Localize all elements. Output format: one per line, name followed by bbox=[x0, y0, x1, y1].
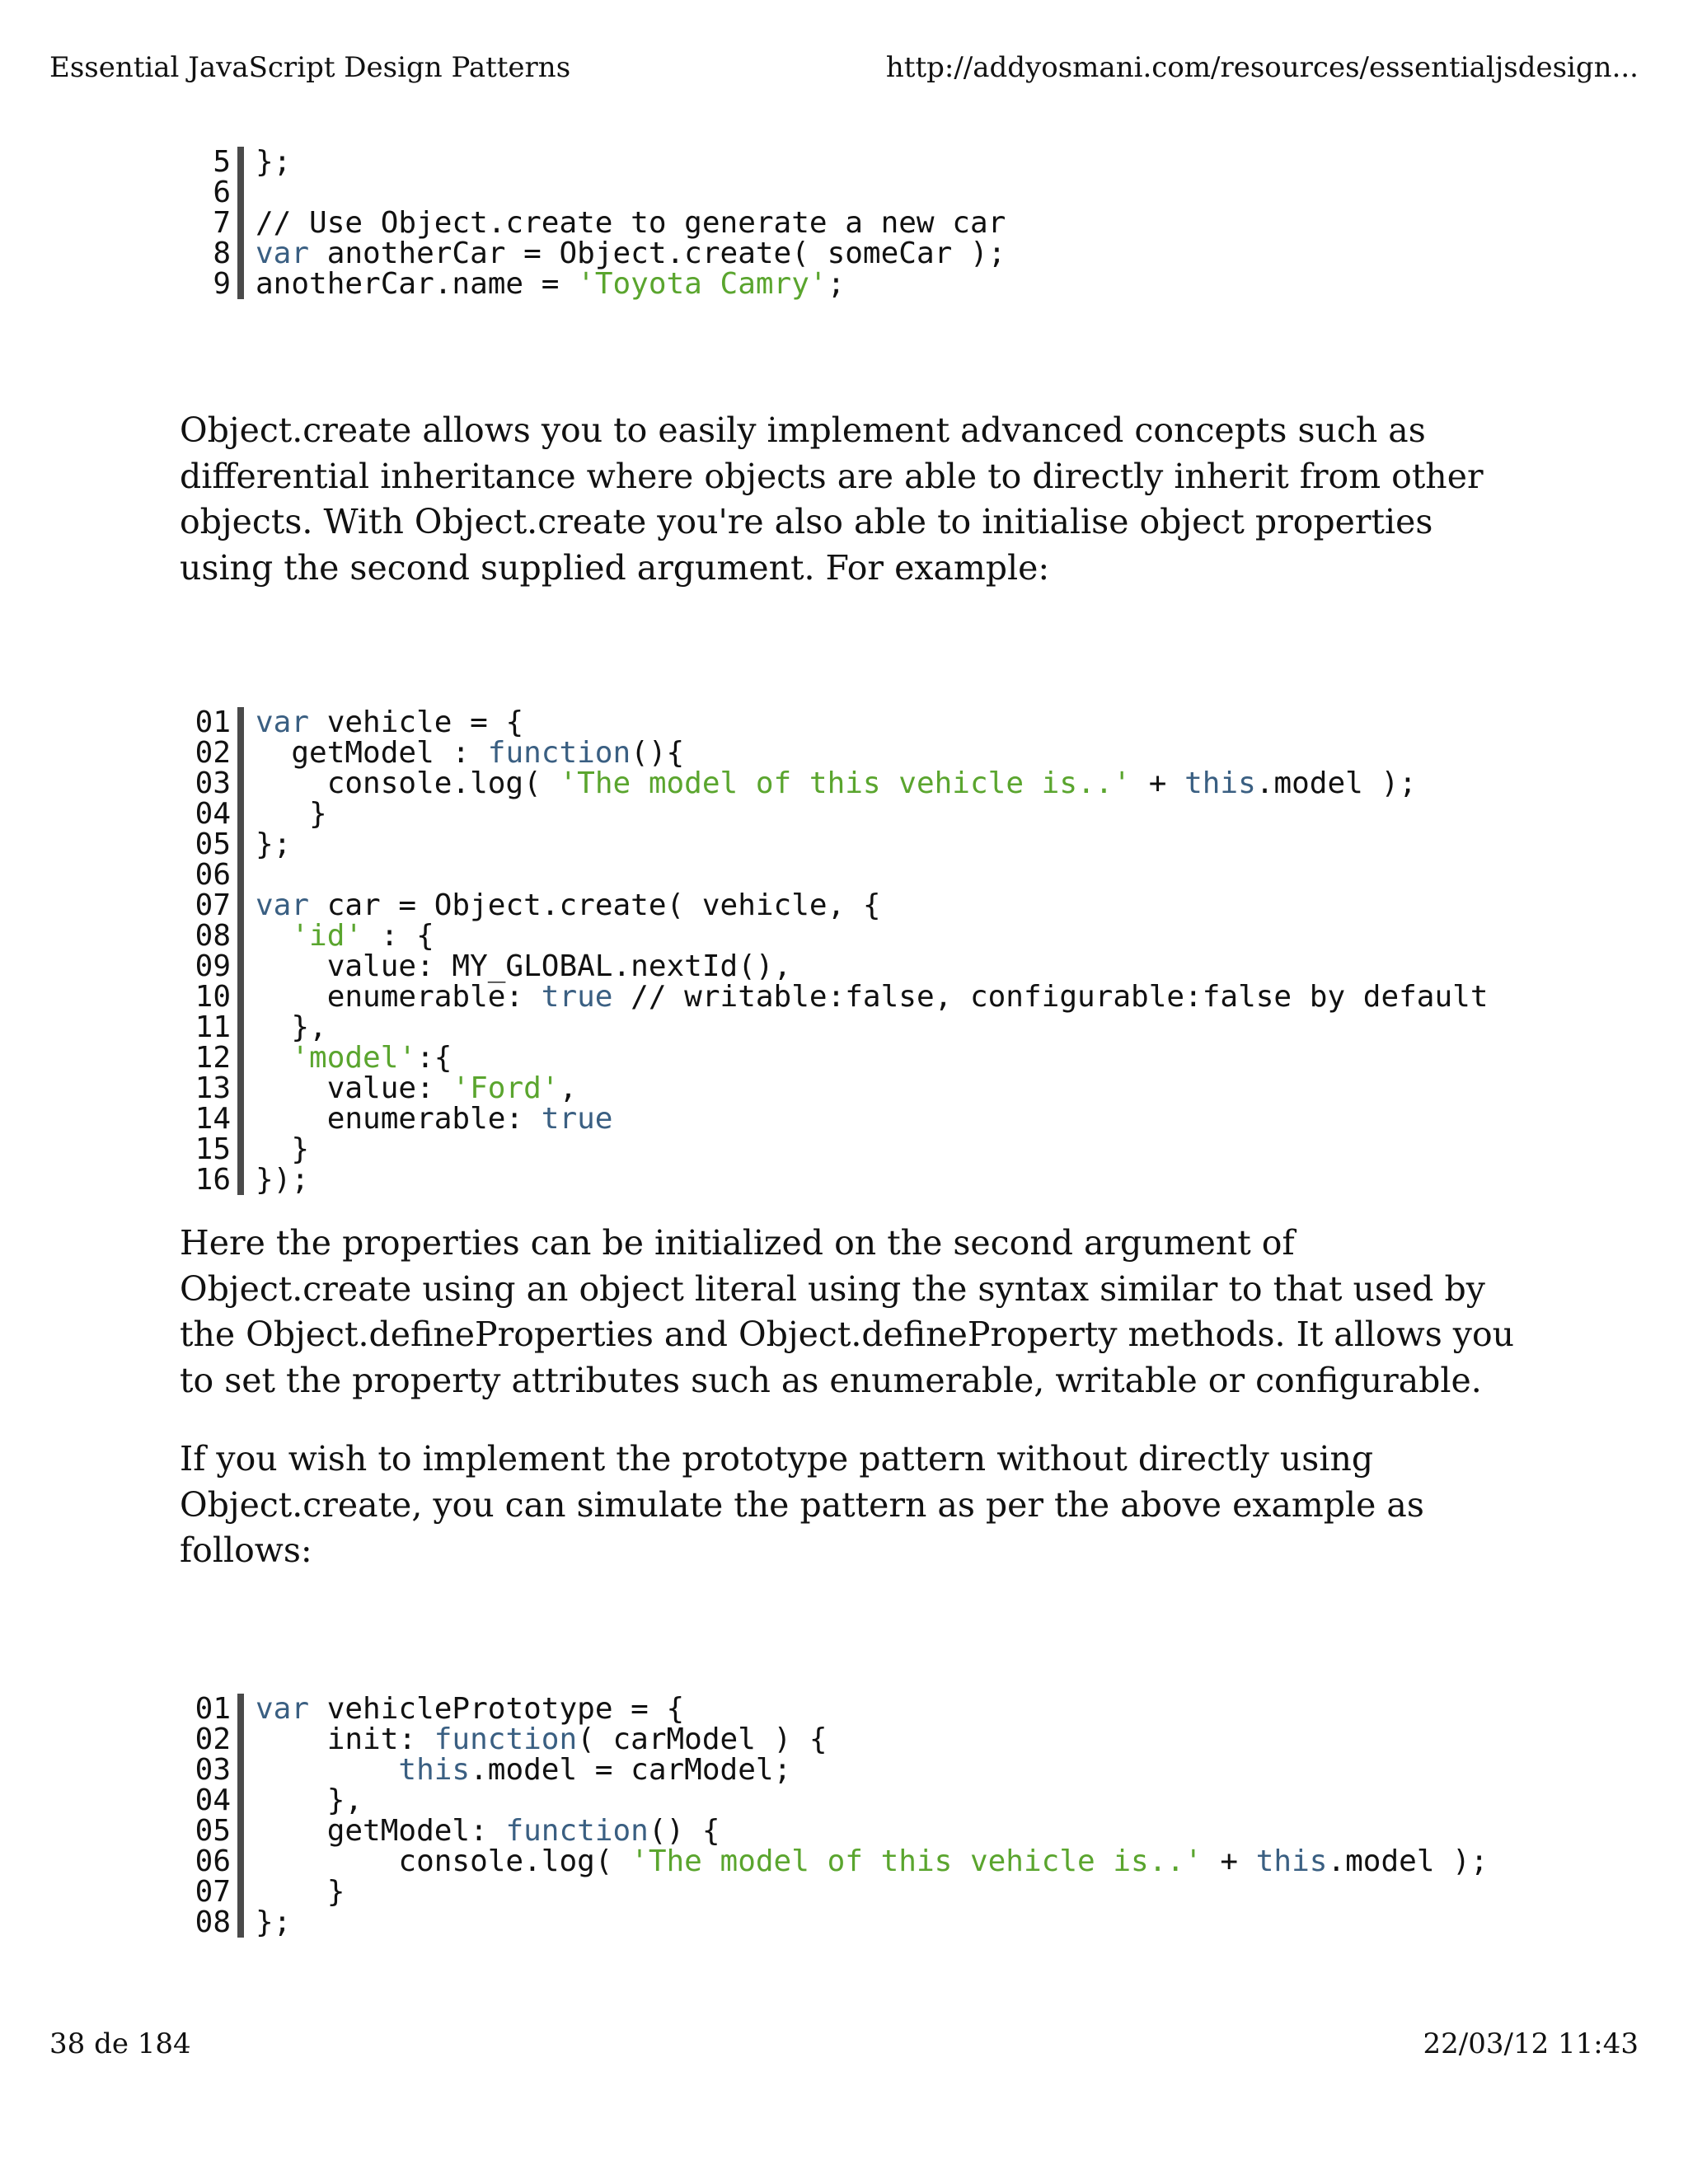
code-line bbox=[180, 921, 1489, 951]
line-number: 02 bbox=[180, 738, 244, 768]
code-keyword: true bbox=[541, 1102, 613, 1136]
code-keyword: function bbox=[434, 1722, 578, 1756]
code-line bbox=[180, 1755, 1489, 1785]
code-string: 'The model of this vehicle is..' bbox=[559, 766, 1132, 800]
code-text bbox=[256, 921, 434, 951]
code-line bbox=[180, 177, 1006, 208]
paragraph-simulate-pattern: If you wish to implement the prototype pattern without directly using Object.create, you can simulate the pattern as per the above example as follows: bbox=[180, 1439, 1424, 1570]
code-keyword: this bbox=[1255, 1844, 1328, 1878]
code-token: ; bbox=[827, 267, 846, 301]
code-keyword: var bbox=[256, 1692, 310, 1726]
line-number: 09 bbox=[180, 951, 244, 982]
code-line bbox=[180, 269, 1006, 299]
code-text bbox=[256, 1724, 828, 1755]
code-token: enumerable: bbox=[256, 1102, 542, 1136]
code-token: }; bbox=[256, 145, 292, 179]
code-text bbox=[256, 1104, 612, 1134]
code-text bbox=[256, 768, 1417, 799]
line-number: 08 bbox=[180, 1907, 244, 1938]
line-number: 15 bbox=[180, 1134, 244, 1165]
paragraph-properties-initialized: Here the properties can be initialized on the second argument of Object.create using an object literal using the syntax similar to that used by the Object.defineProperties and Object.defineProperty methods. It allows you to set the property attributes such as enumerable, writable or configurable. bbox=[180, 1223, 1515, 1400]
line-number: 03 bbox=[180, 1755, 244, 1785]
code-text bbox=[256, 1165, 309, 1195]
line-number: 11 bbox=[180, 1012, 244, 1043]
code-line bbox=[180, 1785, 1489, 1816]
code-text bbox=[256, 799, 327, 829]
code-line bbox=[180, 1907, 1489, 1938]
code-line bbox=[180, 238, 1006, 269]
code-token bbox=[256, 919, 291, 953]
code-token: init: bbox=[256, 1722, 434, 1756]
code-text bbox=[256, 951, 791, 982]
code-line bbox=[180, 1134, 1489, 1165]
code-token: vehiclePrototype = { bbox=[309, 1692, 685, 1726]
code-token: .model = carModel; bbox=[470, 1753, 792, 1787]
code-text bbox=[256, 269, 845, 299]
code-line bbox=[180, 890, 1489, 921]
line-number: 12 bbox=[180, 1043, 244, 1073]
code-text bbox=[256, 1134, 309, 1165]
code-block-object-create bbox=[180, 147, 1006, 299]
code-line bbox=[180, 768, 1489, 799]
code-keyword: function bbox=[487, 736, 631, 770]
print-datetime: 22/03/12 11:43 bbox=[1423, 2027, 1639, 2060]
code-line bbox=[180, 1694, 1489, 1724]
code-token: }; bbox=[256, 827, 292, 861]
code-text bbox=[256, 238, 1006, 269]
code-token bbox=[256, 1753, 398, 1787]
code-token: } bbox=[256, 1132, 310, 1166]
code-line bbox=[180, 1165, 1489, 1195]
line-number: 05 bbox=[180, 1816, 244, 1846]
code-line bbox=[180, 707, 1489, 738]
code-string: 'id' bbox=[291, 919, 363, 953]
code-line bbox=[180, 1043, 1489, 1073]
code-line bbox=[180, 829, 1489, 860]
code-token: : { bbox=[363, 919, 434, 953]
code-token: console.log( bbox=[256, 766, 560, 800]
code-text bbox=[256, 1907, 291, 1938]
code-token: } bbox=[256, 1875, 345, 1909]
code-token: .model ); bbox=[1255, 766, 1417, 800]
code-text bbox=[256, 1816, 720, 1846]
line-number: 13 bbox=[180, 1073, 244, 1104]
code-text bbox=[256, 738, 684, 768]
code-line bbox=[180, 1816, 1489, 1846]
running-header-title: Essential JavaScript Design Patterns bbox=[49, 51, 571, 84]
code-token: }; bbox=[256, 1905, 292, 1939]
code-token: (){ bbox=[631, 736, 685, 770]
code-text bbox=[256, 890, 881, 921]
code-block-vehicle-car bbox=[180, 707, 1489, 1195]
code-token: anotherCar = Object.create( someCar ); bbox=[309, 237, 1006, 270]
code-text bbox=[256, 1785, 363, 1816]
code-line bbox=[180, 208, 1006, 238]
code-token: console.log( bbox=[256, 1844, 631, 1878]
code-text bbox=[256, 1694, 684, 1724]
code-line bbox=[180, 982, 1489, 1012]
code-token: .model ); bbox=[1327, 1844, 1489, 1878]
code-token: }, bbox=[256, 1783, 363, 1817]
code-text bbox=[256, 982, 1489, 1012]
line-number: 6 bbox=[180, 177, 244, 208]
code-text bbox=[256, 829, 291, 860]
running-header-url: http://addyosmani.com/resources/essentialjsdesign... bbox=[885, 51, 1639, 84]
code-token: + bbox=[1202, 1844, 1256, 1878]
code-line bbox=[180, 1846, 1489, 1877]
line-number: 01 bbox=[180, 1694, 244, 1724]
code-token: car = Object.create( vehicle, { bbox=[309, 888, 881, 922]
code-text bbox=[256, 1012, 327, 1043]
code-line bbox=[180, 1104, 1489, 1134]
code-text bbox=[256, 208, 1006, 238]
code-token: ( carModel ) { bbox=[577, 1722, 828, 1756]
code-text bbox=[256, 1073, 577, 1104]
code-token: // Use Object.create to generate a new car bbox=[256, 206, 1006, 240]
code-keyword: var bbox=[256, 705, 310, 739]
code-keyword: var bbox=[256, 237, 310, 270]
line-number: 05 bbox=[180, 829, 244, 860]
code-line bbox=[180, 1073, 1489, 1104]
code-text bbox=[256, 707, 523, 738]
page-number: 38 de 184 bbox=[49, 2027, 191, 2060]
code-token: value: bbox=[256, 1071, 452, 1105]
line-number: 04 bbox=[180, 1785, 244, 1816]
code-string: 'The model of this vehicle is..' bbox=[631, 1844, 1203, 1878]
paragraph-object-create-intro: Object.create allows you to easily implement advanced concepts such as differential inheritance where objects are able to directly inherit from other objects. With Object.create you're also able to initialise object properties using the second supplied argument. For example: bbox=[180, 410, 1484, 588]
code-block-vehicle-prototype bbox=[180, 1694, 1489, 1938]
line-number: 14 bbox=[180, 1104, 244, 1134]
line-number: 16 bbox=[180, 1165, 244, 1195]
code-keyword: var bbox=[256, 888, 310, 922]
code-keyword: this bbox=[398, 1753, 471, 1787]
line-number: 07 bbox=[180, 890, 244, 921]
code-token: :{ bbox=[416, 1041, 452, 1075]
code-token: getModel : bbox=[256, 736, 488, 770]
code-line bbox=[180, 738, 1489, 768]
code-line bbox=[180, 951, 1489, 982]
line-number: 7 bbox=[180, 208, 244, 238]
code-string: 'Ford' bbox=[452, 1071, 560, 1105]
code-keyword: function bbox=[505, 1814, 649, 1848]
code-line bbox=[180, 147, 1006, 177]
code-text bbox=[256, 147, 291, 177]
line-number: 02 bbox=[180, 1724, 244, 1755]
code-string: 'Toyota Camry' bbox=[577, 267, 828, 301]
line-number: 08 bbox=[180, 921, 244, 951]
code-line bbox=[180, 1012, 1489, 1043]
line-number: 5 bbox=[180, 147, 244, 177]
code-token: } bbox=[256, 797, 327, 831]
code-token: getModel: bbox=[256, 1814, 506, 1848]
code-text bbox=[256, 1877, 345, 1907]
code-text bbox=[256, 1846, 1489, 1877]
code-token: }, bbox=[256, 1010, 327, 1044]
line-number: 06 bbox=[180, 1846, 244, 1877]
line-number: 04 bbox=[180, 799, 244, 829]
code-keyword: this bbox=[1184, 766, 1256, 800]
code-text bbox=[256, 1755, 791, 1785]
line-number: 01 bbox=[180, 707, 244, 738]
code-keyword: true bbox=[541, 980, 613, 1014]
line-number: 07 bbox=[180, 1877, 244, 1907]
code-token bbox=[256, 1041, 291, 1075]
line-number: 10 bbox=[180, 982, 244, 1012]
code-token: vehicle = { bbox=[309, 705, 524, 739]
line-number: 03 bbox=[180, 768, 244, 799]
code-token: value: MY_GLOBAL.nextId(), bbox=[256, 949, 792, 983]
code-token: // writable:false, configurable:false by default bbox=[612, 980, 1489, 1014]
code-token: () { bbox=[648, 1814, 720, 1848]
code-text bbox=[256, 1043, 452, 1073]
code-line bbox=[180, 1724, 1489, 1755]
line-number: 9 bbox=[180, 269, 244, 299]
code-string: 'model' bbox=[291, 1041, 417, 1075]
code-line bbox=[180, 1877, 1489, 1907]
code-line bbox=[180, 799, 1489, 829]
line-number: 06 bbox=[180, 860, 244, 890]
code-token: + bbox=[1131, 766, 1185, 800]
line-number: 8 bbox=[180, 238, 244, 269]
code-token: enumerable: bbox=[256, 980, 542, 1014]
code-line bbox=[180, 860, 1489, 890]
code-token: , bbox=[559, 1071, 578, 1105]
code-token: }); bbox=[256, 1163, 310, 1197]
code-token: anotherCar.name = bbox=[256, 267, 578, 301]
